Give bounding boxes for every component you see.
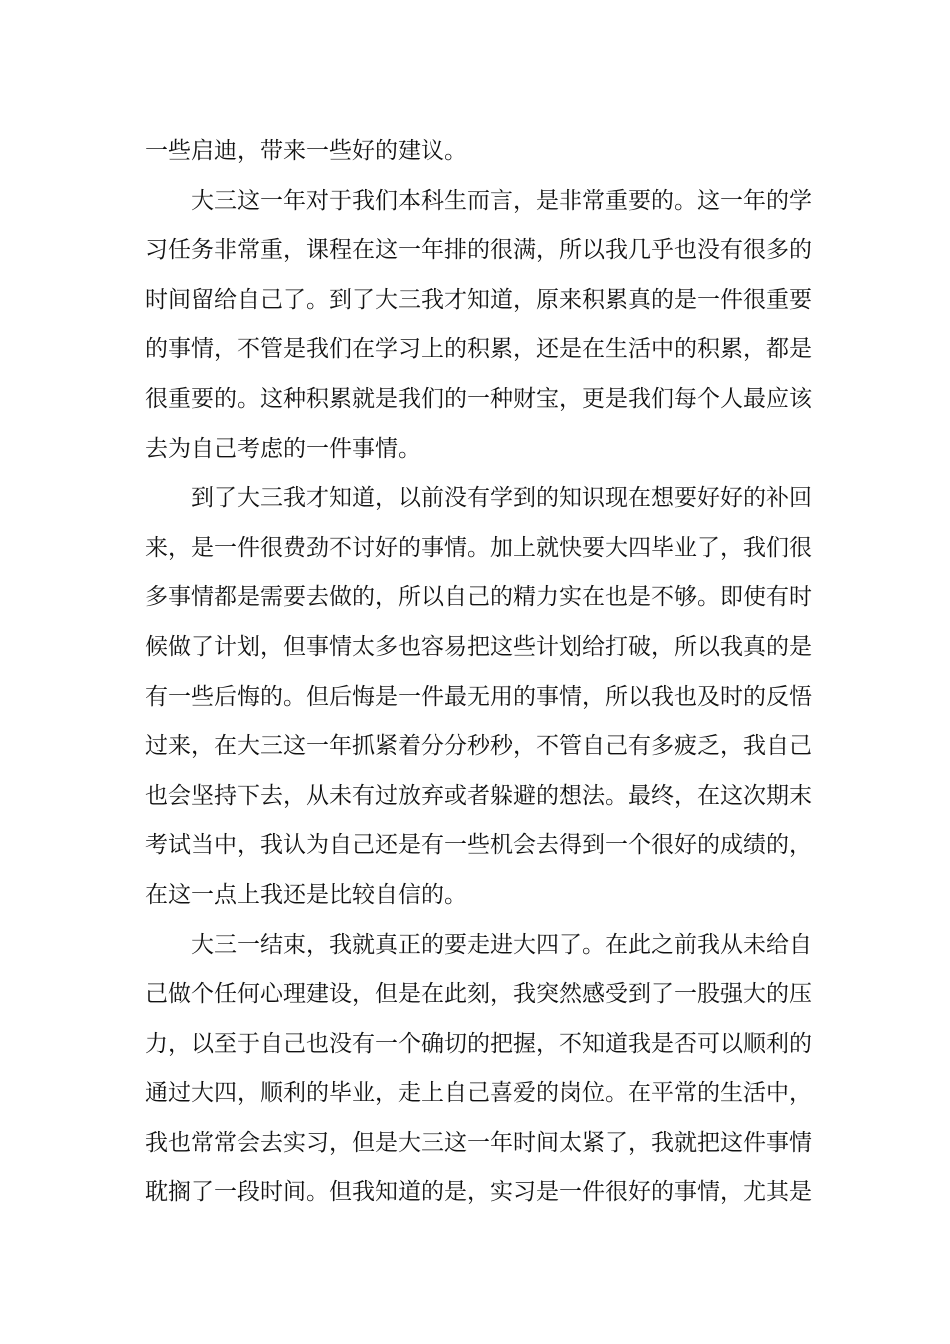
text-line: 在这一点上我还是比较自信的。: [145, 881, 467, 908]
paragraph-first-line: 大三这一年对于我们本科生而言，是非常重要的。这一年的学: [191, 187, 812, 214]
text-line: 过来，在大三这一年抓紧着分分秒秒，不管自己有多疲乏，我自己: [145, 733, 812, 760]
text-line: 通过大四，顺利的毕业，走上自己喜爱的岗位。在平常的生活中，: [145, 1080, 812, 1107]
text-line: 多事情都是需要去做的，所以自己的精力实在也是不够。即使有时: [145, 584, 812, 611]
text-line: 一些启迪，带来一些好的建议。: [145, 138, 467, 164]
text-line: 很重要的。这种积累就是我们的一种财宝，更是我们每个人最应该: [145, 385, 812, 412]
body-text: [145, 127, 815, 1218]
text-line: 考试当中，我认为自己还是有一些机会去得到一个很好的成绩的，: [145, 832, 812, 859]
text-line: 时间留给自己了。到了大三我才知道，原来积累真的是一件很重要: [145, 286, 812, 313]
text-line: 习任务非常重，课程在这一年排的很满，所以我几乎也没有很多的: [145, 237, 812, 264]
text-line: 我也常常会去实习，但是大三这一年时间太紧了，我就把这件事情: [145, 1129, 812, 1156]
text-line: 己做个任何心理建设，但是在此刻，我突然感受到了一股强大的压: [145, 981, 812, 1008]
paragraph-first-line: 大三一结束，我就真正的要走进大四了。在此之前我从未给自: [191, 931, 812, 958]
text-line: 候做了计划，但事情太多也容易把这些计划给打破，所以我真的是: [145, 633, 812, 660]
text-line: 也会坚持下去，从未有过放弃或者躲避的想法。最终，在这次期末: [145, 782, 812, 809]
text-line: 去为自己考虑的一件事情。: [145, 435, 421, 462]
text-line: 的事情，不管是我们在学习上的积累，还是在生活中的积累，都是: [145, 336, 812, 363]
text-line: 有一些后悔的。但后悔是一件最无用的事情，所以我也及时的反悟: [145, 683, 812, 710]
text-line: 力，以至于自己也没有一个确切的把握，不知道我是否可以顺利的: [145, 1030, 812, 1057]
text-line: 耽搁了一段时间。但我知道的是，实习是一件很好的事情，尤其是: [145, 1179, 812, 1206]
text-line: 来，是一件很费劲不讨好的事情。加上就快要大四毕业了，我们很: [145, 534, 812, 561]
paragraph-first-line: 到了大三我才知道，以前没有学到的知识现在想要好好的补回: [191, 485, 812, 512]
